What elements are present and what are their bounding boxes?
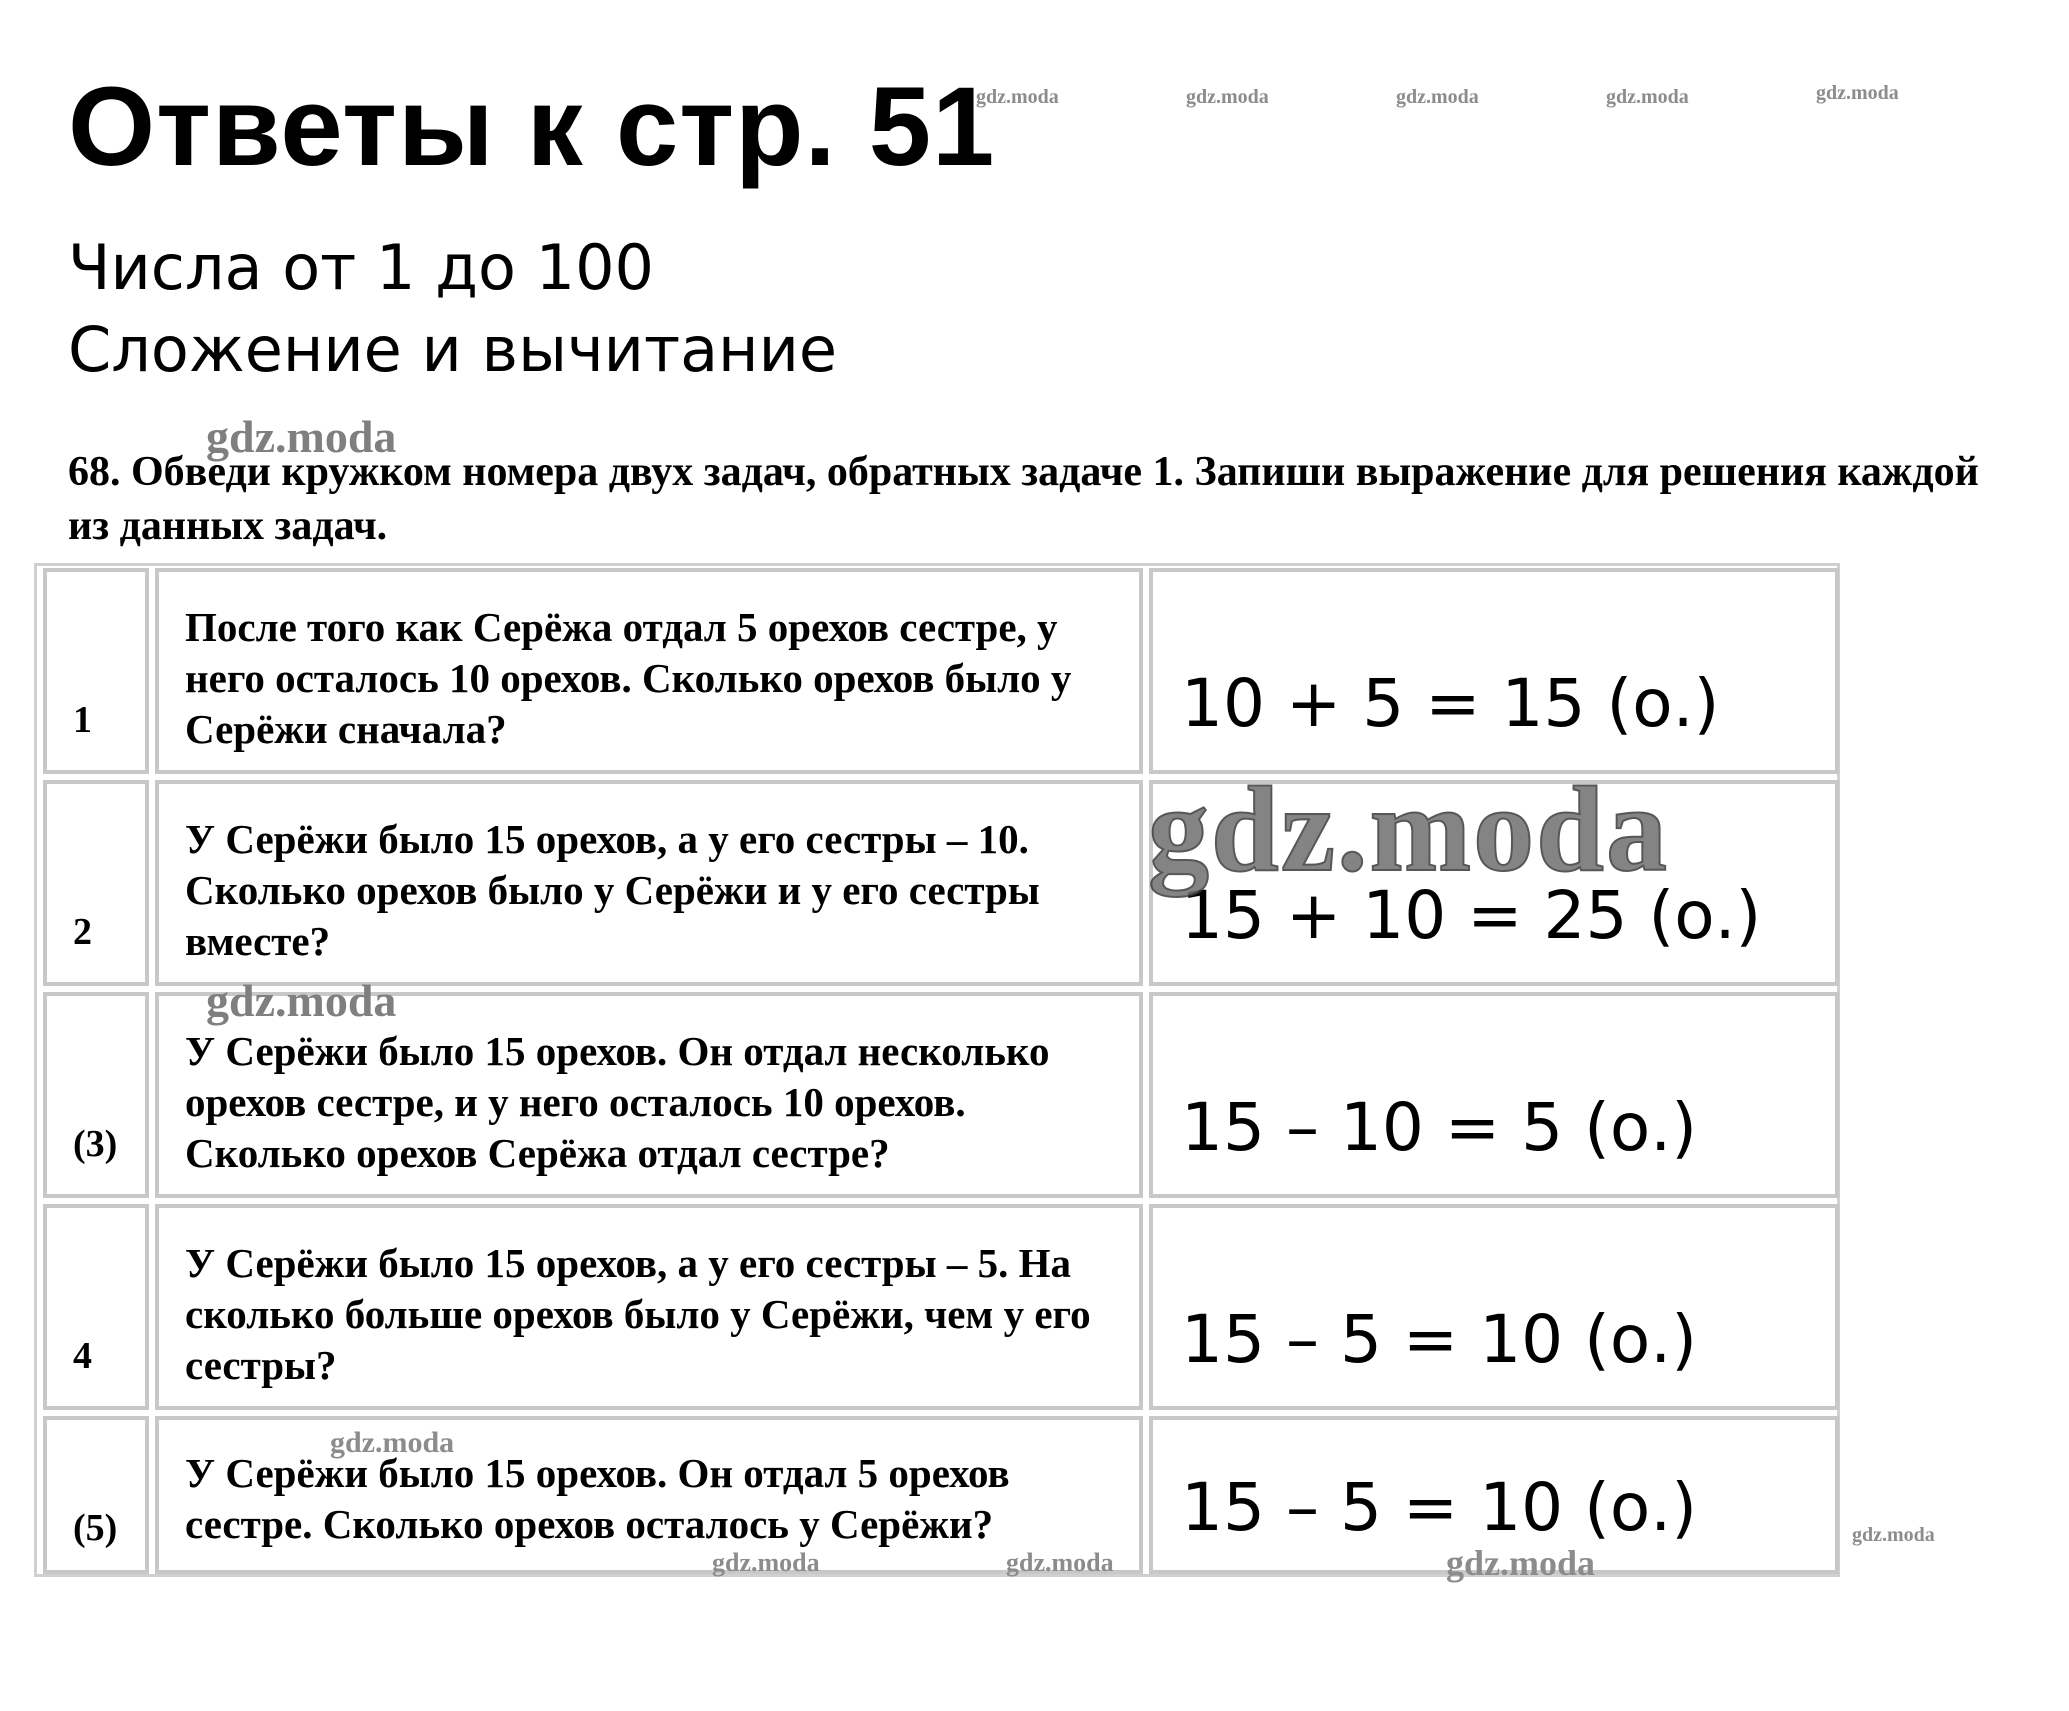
answer-expression: 10 + 5 = 15 (о.) <box>1181 665 1720 742</box>
page-title: Ответы к стр. 51 <box>68 64 996 189</box>
problem-number-cell <box>43 1204 149 1410</box>
watermark: gdz.moda <box>1148 762 1669 897</box>
watermark: gdz.moda <box>206 975 397 1026</box>
answer-expression: 15 – 5 = 10 (о.) <box>1181 1301 1698 1378</box>
watermark: gdz.moda <box>1186 86 1269 108</box>
answer-expression: 15 – 10 = 5 (о.) <box>1181 1089 1698 1166</box>
problem-text: У Серёжи было 15 орехов. Он отдал несколько орехов сестре, и у него осталось 10 орехов. Сколько орехов Серёжа отдал сестре? <box>185 1028 1050 1176</box>
problem-text-cell <box>155 1204 1143 1410</box>
problem-text-cell <box>155 780 1143 986</box>
task-statement: 68. Обведи кружком номера двух задач, обратных задаче 1. Запиши выражение для решения каждой из данных задач. <box>68 449 1979 549</box>
watermark: gdz.moda <box>1816 82 1899 104</box>
answer-cell <box>1149 1204 1839 1410</box>
answer-cell <box>1149 1416 1839 1574</box>
watermark: gdz.moda <box>712 1548 820 1577</box>
watermark: gdz.moda <box>1006 1548 1114 1577</box>
answer-expression: 15 – 5 = 10 (о.) <box>1181 1469 1698 1546</box>
answer-expression: 15 + 10 = 25 (о.) <box>1181 877 1762 954</box>
watermark: gdz.moda <box>976 86 1059 108</box>
problem-text: У Серёжи было 15 орехов, а у его сестры – 5. На сколько больше орехов было у Серёжи, чем у его сестры? <box>185 1240 1091 1388</box>
watermark: gdz.moda <box>330 1426 455 1459</box>
problem-number-cell <box>43 992 149 1198</box>
answer-cell <box>1149 992 1839 1198</box>
watermark: gdz.moda <box>1852 1524 1935 1546</box>
problem-number-cell <box>43 780 149 986</box>
problem-number: (3) <box>73 1123 118 1165</box>
problem-text-cell <box>155 1416 1143 1574</box>
answer-cell <box>1149 568 1839 774</box>
watermark: gdz.moda <box>1446 1543 1596 1583</box>
problem-number: 1 <box>73 699 92 741</box>
problem-text: У Серёжи было 15 орехов, а у его сестры – 10. Сколько орехов было у Серёжи и у его сестры вместе? <box>185 816 1040 964</box>
topic-subtitle: Сложение и вычитание <box>68 313 838 386</box>
section-subtitle: Числа от 1 до 100 <box>68 231 654 304</box>
problem-text-cell <box>155 992 1143 1198</box>
problems-table <box>34 563 1840 1577</box>
problem-number: 2 <box>73 911 92 953</box>
problem-number: (5) <box>73 1507 118 1549</box>
watermark: gdz.moda <box>1396 86 1479 108</box>
problem-text-cell <box>155 568 1143 774</box>
watermark: gdz.moda <box>206 411 397 462</box>
watermark: gdz.moda <box>1606 86 1689 108</box>
answer-cell <box>1149 780 1839 986</box>
problem-text: После того как Серёжа отдал 5 орехов сестре, у него осталось 10 орехов. Сколько орехов было у Серёжи сначала? <box>185 604 1072 752</box>
problem-text: У Серёжи было 15 орехов. Он отдал 5 орехов сестре. Сколько орехов осталось у Серёжи? <box>185 1450 1010 1547</box>
problem-number: 4 <box>73 1335 92 1377</box>
problem-number-cell <box>43 1416 149 1574</box>
problem-number-cell <box>43 568 149 774</box>
